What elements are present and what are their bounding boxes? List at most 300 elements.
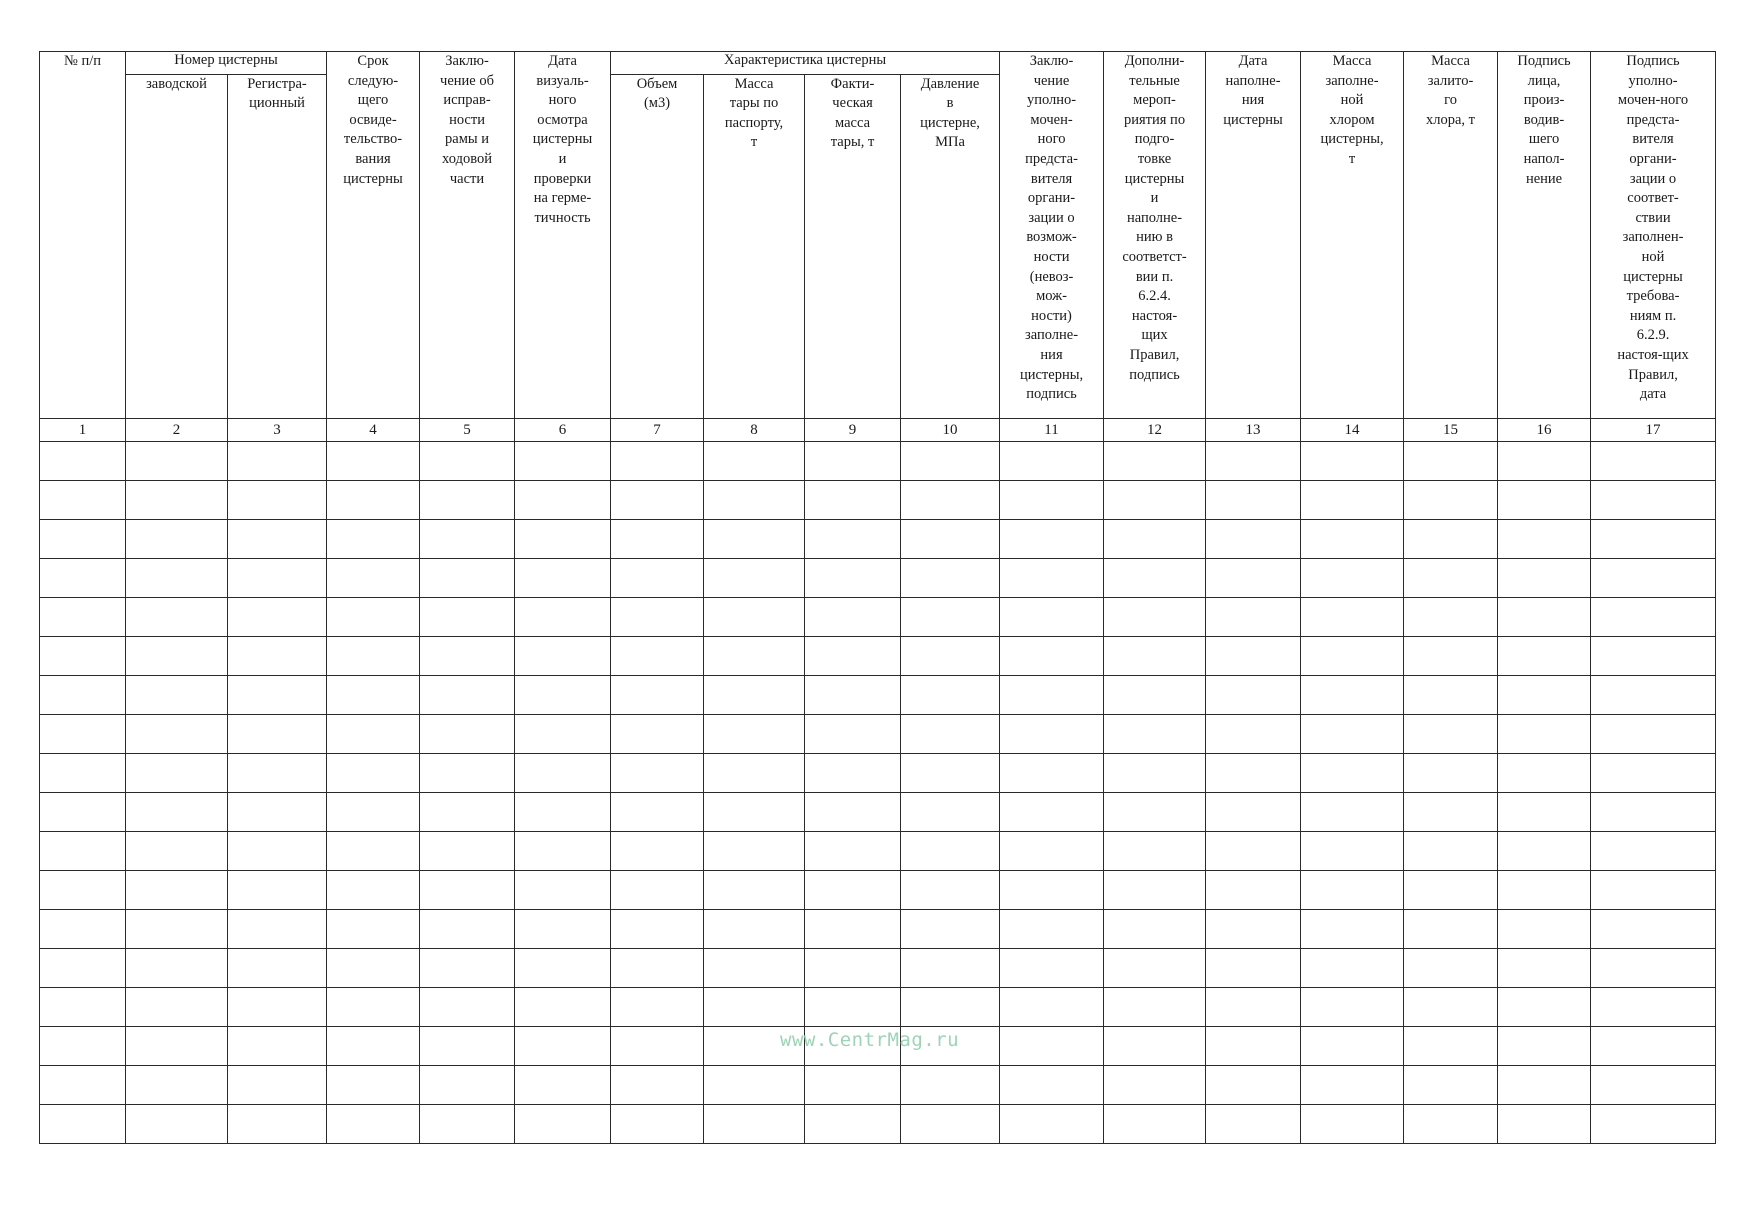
- table-cell[interactable]: [805, 598, 901, 637]
- table-cell[interactable]: [1498, 1027, 1591, 1066]
- table-cell[interactable]: [420, 520, 515, 559]
- table-cell[interactable]: [228, 1105, 327, 1144]
- table-cell[interactable]: [1591, 715, 1716, 754]
- table-cell[interactable]: [40, 1027, 126, 1066]
- table-cell[interactable]: [704, 871, 805, 910]
- table-cell[interactable]: [1498, 715, 1591, 754]
- table-cell[interactable]: [1000, 832, 1104, 871]
- table-cell[interactable]: [228, 988, 327, 1027]
- table-cell[interactable]: [126, 559, 228, 598]
- table-cell[interactable]: [1104, 910, 1206, 949]
- table-cell[interactable]: [40, 910, 126, 949]
- table-cell[interactable]: [1206, 637, 1301, 676]
- table-cell[interactable]: [611, 1066, 704, 1105]
- table-cell[interactable]: [1404, 754, 1498, 793]
- table-cell[interactable]: [1404, 1066, 1498, 1105]
- table-cell[interactable]: [1104, 1027, 1206, 1066]
- table-cell[interactable]: [126, 520, 228, 559]
- table-cell[interactable]: [805, 559, 901, 598]
- table-cell[interactable]: [611, 637, 704, 676]
- table-cell[interactable]: [901, 559, 1000, 598]
- table-cell[interactable]: [228, 910, 327, 949]
- table-cell[interactable]: [228, 559, 327, 598]
- table-cell[interactable]: [420, 1105, 515, 1144]
- table-cell[interactable]: [901, 520, 1000, 559]
- table-cell[interactable]: [1206, 676, 1301, 715]
- table-cell[interactable]: [1591, 910, 1716, 949]
- table-cell[interactable]: [1000, 1105, 1104, 1144]
- table-cell[interactable]: [327, 1066, 420, 1105]
- table-cell[interactable]: [1206, 559, 1301, 598]
- table-cell[interactable]: [1591, 1027, 1716, 1066]
- table-cell[interactable]: [327, 676, 420, 715]
- table-cell[interactable]: [704, 832, 805, 871]
- table-cell[interactable]: [704, 598, 805, 637]
- table-cell[interactable]: [1104, 637, 1206, 676]
- table-cell[interactable]: [515, 1105, 611, 1144]
- table-cell[interactable]: [1498, 1066, 1591, 1105]
- table-cell[interactable]: [1000, 988, 1104, 1027]
- table-cell[interactable]: [901, 988, 1000, 1027]
- table-cell[interactable]: [40, 442, 126, 481]
- table-cell[interactable]: [228, 481, 327, 520]
- table-cell[interactable]: [1206, 871, 1301, 910]
- table-cell[interactable]: [1000, 520, 1104, 559]
- table-cell[interactable]: [1301, 1066, 1404, 1105]
- table-cell[interactable]: [1301, 1027, 1404, 1066]
- table-cell[interactable]: [228, 1027, 327, 1066]
- table-cell[interactable]: [704, 442, 805, 481]
- table-cell[interactable]: [1404, 715, 1498, 754]
- table-cell[interactable]: [515, 715, 611, 754]
- table-cell[interactable]: [901, 832, 1000, 871]
- table-cell[interactable]: [901, 754, 1000, 793]
- table-cell[interactable]: [1000, 598, 1104, 637]
- table-cell[interactable]: [611, 442, 704, 481]
- table-cell[interactable]: [1000, 559, 1104, 598]
- table-cell[interactable]: [40, 871, 126, 910]
- table-cell[interactable]: [126, 988, 228, 1027]
- table-cell[interactable]: [704, 949, 805, 988]
- table-cell[interactable]: [1206, 520, 1301, 559]
- table-cell[interactable]: [1591, 520, 1716, 559]
- table-cell[interactable]: [327, 832, 420, 871]
- table-cell[interactable]: [1404, 1027, 1498, 1066]
- table-cell[interactable]: [126, 832, 228, 871]
- table-cell[interactable]: [126, 910, 228, 949]
- table-cell[interactable]: [126, 637, 228, 676]
- table-cell[interactable]: [901, 871, 1000, 910]
- table-cell[interactable]: [1206, 1105, 1301, 1144]
- table-cell[interactable]: [1000, 1027, 1104, 1066]
- table-cell[interactable]: [420, 793, 515, 832]
- table-cell[interactable]: [1206, 481, 1301, 520]
- table-cell[interactable]: [1404, 1105, 1498, 1144]
- table-cell[interactable]: [611, 598, 704, 637]
- table-cell[interactable]: [1591, 481, 1716, 520]
- table-cell[interactable]: [515, 910, 611, 949]
- table-cell[interactable]: [704, 637, 805, 676]
- table-cell[interactable]: [1206, 949, 1301, 988]
- table-cell[interactable]: [1206, 832, 1301, 871]
- table-cell[interactable]: [1301, 715, 1404, 754]
- table-cell[interactable]: [1206, 793, 1301, 832]
- table-cell[interactable]: [1301, 1105, 1404, 1144]
- table-cell[interactable]: [611, 793, 704, 832]
- table-cell[interactable]: [126, 481, 228, 520]
- table-cell[interactable]: [1301, 559, 1404, 598]
- table-cell[interactable]: [1498, 442, 1591, 481]
- table-cell[interactable]: [420, 715, 515, 754]
- table-cell[interactable]: [1301, 520, 1404, 559]
- table-cell[interactable]: [228, 871, 327, 910]
- table-cell[interactable]: [327, 559, 420, 598]
- table-cell[interactable]: [805, 754, 901, 793]
- table-cell[interactable]: [1104, 442, 1206, 481]
- table-cell[interactable]: [1000, 754, 1104, 793]
- table-cell[interactable]: [327, 715, 420, 754]
- table-cell[interactable]: [1206, 598, 1301, 637]
- table-cell[interactable]: [126, 754, 228, 793]
- table-cell[interactable]: [901, 949, 1000, 988]
- table-cell[interactable]: [1498, 754, 1591, 793]
- table-cell[interactable]: [40, 754, 126, 793]
- table-cell[interactable]: [1404, 949, 1498, 988]
- table-cell[interactable]: [805, 676, 901, 715]
- table-cell[interactable]: [704, 754, 805, 793]
- table-cell[interactable]: [805, 1066, 901, 1105]
- table-cell[interactable]: [611, 910, 704, 949]
- table-cell[interactable]: [40, 793, 126, 832]
- table-cell[interactable]: [327, 1027, 420, 1066]
- table-cell[interactable]: [515, 481, 611, 520]
- table-cell[interactable]: [40, 832, 126, 871]
- table-cell[interactable]: [1000, 1066, 1104, 1105]
- table-cell[interactable]: [704, 910, 805, 949]
- table-cell[interactable]: [126, 1027, 228, 1066]
- table-cell[interactable]: [1104, 559, 1206, 598]
- table-cell[interactable]: [704, 793, 805, 832]
- table-cell[interactable]: [1404, 598, 1498, 637]
- table-cell[interactable]: [805, 637, 901, 676]
- table-cell[interactable]: [515, 793, 611, 832]
- table-cell[interactable]: [40, 988, 126, 1027]
- table-cell[interactable]: [611, 871, 704, 910]
- table-cell[interactable]: [420, 598, 515, 637]
- table-cell[interactable]: [327, 988, 420, 1027]
- table-cell[interactable]: [1301, 871, 1404, 910]
- table-cell[interactable]: [515, 598, 611, 637]
- table-cell[interactable]: [704, 988, 805, 1027]
- table-cell[interactable]: [704, 1066, 805, 1105]
- table-cell[interactable]: [1206, 988, 1301, 1027]
- table-cell[interactable]: [704, 676, 805, 715]
- table-cell[interactable]: [1498, 676, 1591, 715]
- table-cell[interactable]: [327, 871, 420, 910]
- table-cell[interactable]: [228, 520, 327, 559]
- table-cell[interactable]: [611, 949, 704, 988]
- table-cell[interactable]: [515, 520, 611, 559]
- table-cell[interactable]: [40, 715, 126, 754]
- table-cell[interactable]: [420, 949, 515, 988]
- table-cell[interactable]: [1591, 559, 1716, 598]
- table-cell[interactable]: [901, 1066, 1000, 1105]
- table-cell[interactable]: [1498, 481, 1591, 520]
- table-cell[interactable]: [1301, 637, 1404, 676]
- table-cell[interactable]: [805, 481, 901, 520]
- table-cell[interactable]: [1301, 481, 1404, 520]
- table-cell[interactable]: [805, 949, 901, 988]
- table-cell[interactable]: [1498, 520, 1591, 559]
- table-cell[interactable]: [40, 676, 126, 715]
- table-cell[interactable]: [1498, 871, 1591, 910]
- table-cell[interactable]: [1404, 910, 1498, 949]
- table-cell[interactable]: [420, 988, 515, 1027]
- table-cell[interactable]: [1104, 676, 1206, 715]
- table-cell[interactable]: [1404, 832, 1498, 871]
- table-cell[interactable]: [1404, 676, 1498, 715]
- table-cell[interactable]: [420, 1027, 515, 1066]
- table-cell[interactable]: [228, 715, 327, 754]
- table-cell[interactable]: [420, 1066, 515, 1105]
- table-cell[interactable]: [1000, 442, 1104, 481]
- table-cell[interactable]: [1104, 793, 1206, 832]
- table-cell[interactable]: [420, 559, 515, 598]
- table-cell[interactable]: [1404, 442, 1498, 481]
- table-cell[interactable]: [805, 988, 901, 1027]
- table-cell[interactable]: [1000, 949, 1104, 988]
- table-cell[interactable]: [1000, 637, 1104, 676]
- table-cell[interactable]: [1591, 676, 1716, 715]
- table-cell[interactable]: [805, 520, 901, 559]
- table-cell[interactable]: [327, 910, 420, 949]
- table-cell[interactable]: [515, 637, 611, 676]
- table-cell[interactable]: [1591, 1066, 1716, 1105]
- table-cell[interactable]: [1591, 832, 1716, 871]
- table-cell[interactable]: [126, 793, 228, 832]
- table-cell[interactable]: [515, 754, 611, 793]
- table-cell[interactable]: [1104, 598, 1206, 637]
- table-cell[interactable]: [515, 676, 611, 715]
- table-cell[interactable]: [420, 676, 515, 715]
- table-cell[interactable]: [1206, 1066, 1301, 1105]
- table-cell[interactable]: [1104, 988, 1206, 1027]
- table-cell[interactable]: [1591, 637, 1716, 676]
- table-cell[interactable]: [901, 910, 1000, 949]
- table-cell[interactable]: [126, 1105, 228, 1144]
- table-cell[interactable]: [1000, 715, 1104, 754]
- table-cell[interactable]: [805, 715, 901, 754]
- table-cell[interactable]: [126, 1066, 228, 1105]
- table-cell[interactable]: [126, 598, 228, 637]
- table-cell[interactable]: [1000, 910, 1104, 949]
- table-cell[interactable]: [611, 1105, 704, 1144]
- table-cell[interactable]: [1498, 1105, 1591, 1144]
- table-cell[interactable]: [1301, 754, 1404, 793]
- table-cell[interactable]: [1301, 676, 1404, 715]
- table-cell[interactable]: [901, 676, 1000, 715]
- table-cell[interactable]: [611, 988, 704, 1027]
- table-cell[interactable]: [1104, 1066, 1206, 1105]
- table-cell[interactable]: [327, 442, 420, 481]
- table-cell[interactable]: [1591, 598, 1716, 637]
- table-cell[interactable]: [327, 949, 420, 988]
- table-cell[interactable]: [228, 949, 327, 988]
- table-cell[interactable]: [1104, 949, 1206, 988]
- table-cell[interactable]: [1301, 442, 1404, 481]
- table-cell[interactable]: [1000, 676, 1104, 715]
- table-cell[interactable]: [1404, 793, 1498, 832]
- table-cell[interactable]: [420, 481, 515, 520]
- table-cell[interactable]: [611, 559, 704, 598]
- table-cell[interactable]: [515, 832, 611, 871]
- table-cell[interactable]: [228, 637, 327, 676]
- table-cell[interactable]: [805, 832, 901, 871]
- table-cell[interactable]: [515, 1066, 611, 1105]
- table-cell[interactable]: [228, 442, 327, 481]
- table-cell[interactable]: [1104, 871, 1206, 910]
- table-cell[interactable]: [611, 715, 704, 754]
- table-cell[interactable]: [704, 520, 805, 559]
- table-cell[interactable]: [1591, 949, 1716, 988]
- table-cell[interactable]: [515, 988, 611, 1027]
- table-cell[interactable]: [805, 793, 901, 832]
- table-cell[interactable]: [126, 676, 228, 715]
- table-cell[interactable]: [40, 1066, 126, 1105]
- table-cell[interactable]: [1301, 832, 1404, 871]
- table-cell[interactable]: [1498, 598, 1591, 637]
- table-cell[interactable]: [40, 637, 126, 676]
- table-cell[interactable]: [1591, 871, 1716, 910]
- table-cell[interactable]: [327, 1105, 420, 1144]
- table-cell[interactable]: [1404, 988, 1498, 1027]
- table-cell[interactable]: [228, 1066, 327, 1105]
- table-cell[interactable]: [1206, 442, 1301, 481]
- table-cell[interactable]: [327, 793, 420, 832]
- table-cell[interactable]: [704, 715, 805, 754]
- table-cell[interactable]: [704, 559, 805, 598]
- table-cell[interactable]: [40, 520, 126, 559]
- table-cell[interactable]: [420, 754, 515, 793]
- table-cell[interactable]: [40, 559, 126, 598]
- table-cell[interactable]: [1591, 442, 1716, 481]
- table-cell[interactable]: [126, 715, 228, 754]
- table-cell[interactable]: [901, 598, 1000, 637]
- table-cell[interactable]: [228, 754, 327, 793]
- table-cell[interactable]: [515, 559, 611, 598]
- table-cell[interactable]: [611, 520, 704, 559]
- table-cell[interactable]: [1591, 988, 1716, 1027]
- table-cell[interactable]: [805, 871, 901, 910]
- table-cell[interactable]: [1301, 949, 1404, 988]
- table-cell[interactable]: [901, 481, 1000, 520]
- table-cell[interactable]: [515, 442, 611, 481]
- table-cell[interactable]: [1498, 949, 1591, 988]
- table-cell[interactable]: [611, 754, 704, 793]
- table-cell[interactable]: [515, 949, 611, 988]
- table-cell[interactable]: [901, 637, 1000, 676]
- table-cell[interactable]: [1404, 481, 1498, 520]
- table-cell[interactable]: [1104, 520, 1206, 559]
- table-cell[interactable]: [901, 442, 1000, 481]
- table-cell[interactable]: [126, 871, 228, 910]
- table-cell[interactable]: [327, 481, 420, 520]
- table-cell[interactable]: [1104, 832, 1206, 871]
- table-cell[interactable]: [1206, 910, 1301, 949]
- table-cell[interactable]: [1206, 715, 1301, 754]
- table-cell[interactable]: [40, 949, 126, 988]
- table-cell[interactable]: [1591, 1105, 1716, 1144]
- table-cell[interactable]: [611, 1027, 704, 1066]
- table-cell[interactable]: [1404, 637, 1498, 676]
- table-cell[interactable]: [1498, 559, 1591, 598]
- table-cell[interactable]: [1301, 793, 1404, 832]
- table-cell[interactable]: [126, 949, 228, 988]
- table-cell[interactable]: [1104, 1105, 1206, 1144]
- table-cell[interactable]: [901, 1105, 1000, 1144]
- table-cell[interactable]: [611, 481, 704, 520]
- table-cell[interactable]: [1206, 1027, 1301, 1066]
- table-cell[interactable]: [1591, 754, 1716, 793]
- table-cell[interactable]: [611, 832, 704, 871]
- table-cell[interactable]: [1104, 754, 1206, 793]
- table-cell[interactable]: [1591, 793, 1716, 832]
- table-cell[interactable]: [1498, 910, 1591, 949]
- table-cell[interactable]: [40, 1105, 126, 1144]
- table-cell[interactable]: [1404, 520, 1498, 559]
- table-cell[interactable]: [327, 520, 420, 559]
- table-cell[interactable]: [1301, 598, 1404, 637]
- table-cell[interactable]: [420, 442, 515, 481]
- table-cell[interactable]: [420, 910, 515, 949]
- table-cell[interactable]: [327, 637, 420, 676]
- table-cell[interactable]: [1404, 871, 1498, 910]
- table-cell[interactable]: [1000, 871, 1104, 910]
- table-cell[interactable]: [228, 793, 327, 832]
- table-cell[interactable]: [228, 676, 327, 715]
- table-cell[interactable]: [126, 442, 228, 481]
- table-cell[interactable]: [1498, 637, 1591, 676]
- table-cell[interactable]: [1301, 988, 1404, 1027]
- table-cell[interactable]: [901, 715, 1000, 754]
- table-cell[interactable]: [1498, 988, 1591, 1027]
- table-cell[interactable]: [228, 832, 327, 871]
- table-cell[interactable]: [327, 754, 420, 793]
- table-cell[interactable]: [228, 598, 327, 637]
- table-cell[interactable]: [1000, 481, 1104, 520]
- table-cell[interactable]: [611, 676, 704, 715]
- table-cell[interactable]: [515, 871, 611, 910]
- table-cell[interactable]: [1104, 715, 1206, 754]
- table-cell[interactable]: [805, 1105, 901, 1144]
- table-cell[interactable]: [1404, 559, 1498, 598]
- table-cell[interactable]: [704, 1105, 805, 1144]
- table-cell[interactable]: [1104, 481, 1206, 520]
- table-cell[interactable]: [420, 871, 515, 910]
- table-cell[interactable]: [515, 1027, 611, 1066]
- table-cell[interactable]: [1206, 754, 1301, 793]
- table-cell[interactable]: [1498, 832, 1591, 871]
- table-cell[interactable]: [805, 910, 901, 949]
- table-cell[interactable]: [1301, 910, 1404, 949]
- table-cell[interactable]: [40, 598, 126, 637]
- table-cell[interactable]: [901, 793, 1000, 832]
- table-cell[interactable]: [327, 598, 420, 637]
- table-cell[interactable]: [40, 481, 126, 520]
- table-cell[interactable]: [704, 481, 805, 520]
- table-cell[interactable]: [805, 442, 901, 481]
- table-cell[interactable]: [1498, 793, 1591, 832]
